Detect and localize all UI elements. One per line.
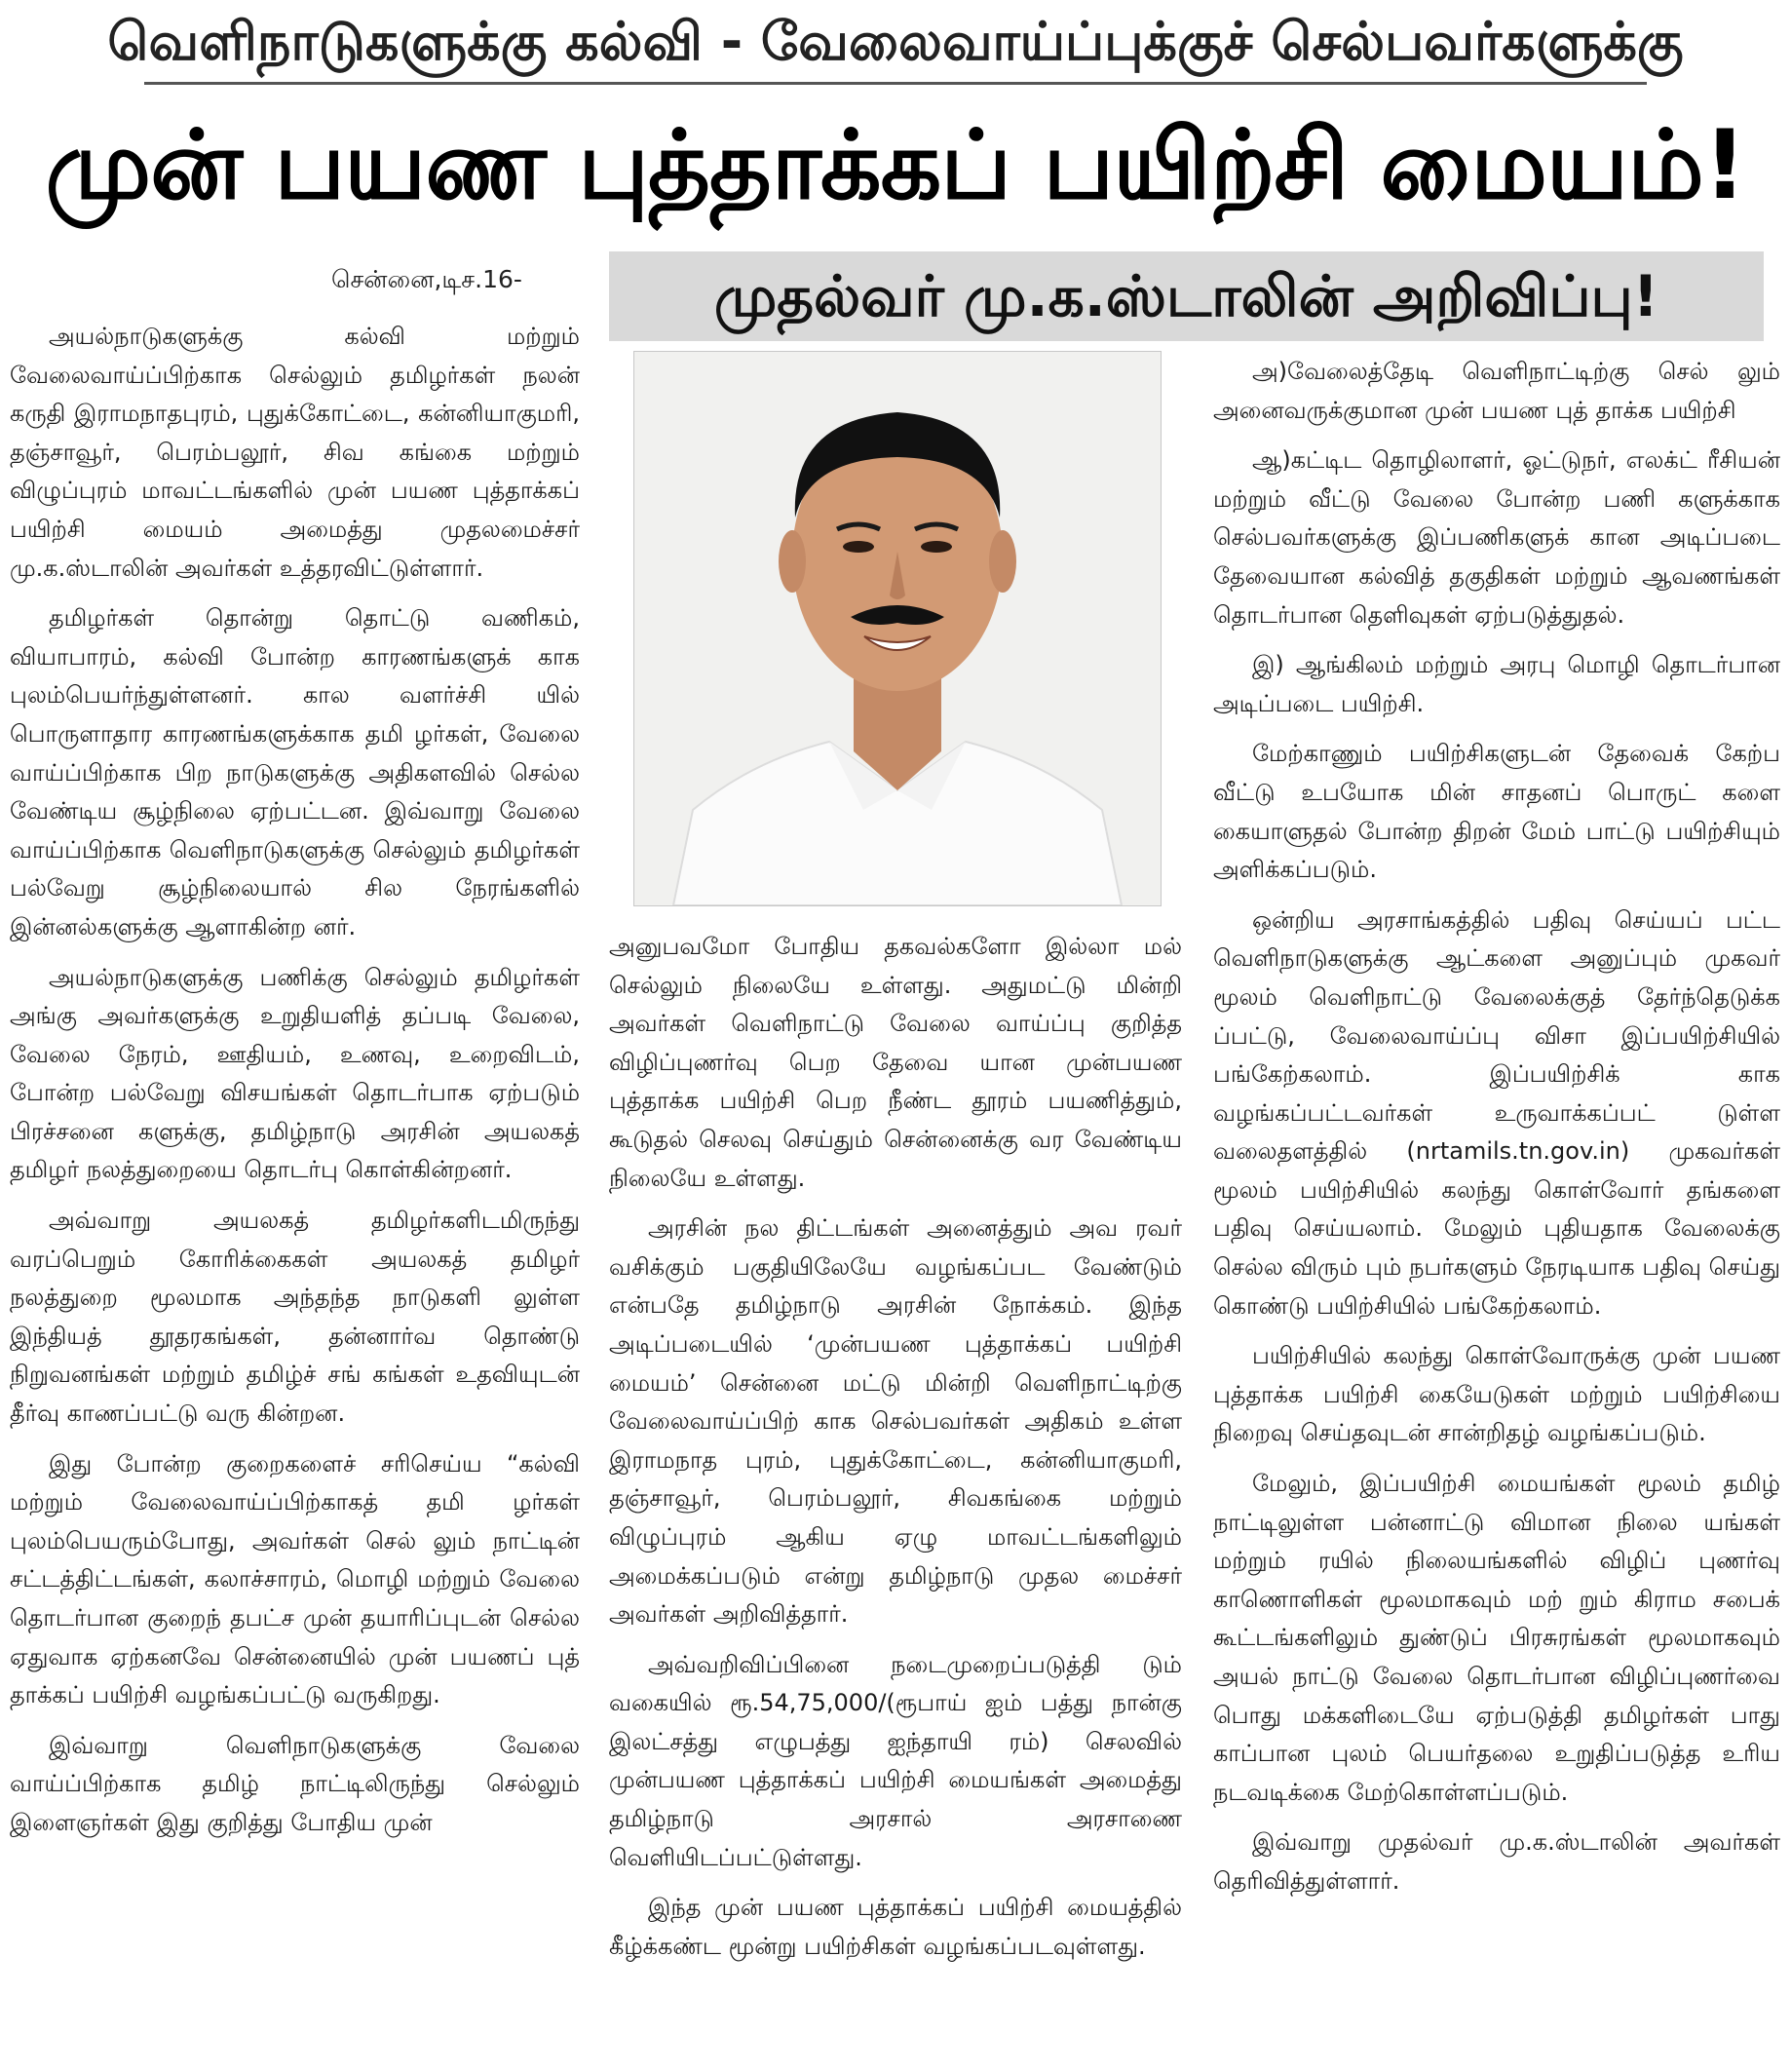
paragraph: மேலும், இப்பயிற்சி மையங்கள் மூலம் தமிழ் நாட்டிலுள்ள பன்னாட்டு விமான நிலை யங்கள் மற்றும் ரயில் நிலையங்களில் விழிப் புணர்வு காணொளிகள் மூலமாகவும் மற் றும் கிராம சபைக் கூட்டங்களிலும் துண்டுப் பிரசுரங்கள் மூலமாகவும் அயல் நாட்டு வேலை தொடர்பான விழிப்புணர்வை பொது மக்களிடையே ஏற்படுத்தி தமிழர்கள் பாது காப்பான புலம் பெயர்தலை உறுதிப்படுத்த உரிய நடவடிக்கை மேற்கொள்ளப்படும். bbox=[1213, 1470, 1780, 1806]
paragraph: அவ்வறிவிப்பினை நடைமுறைப்படுத்தி டும் வகையில் ரூ.54,75,000/(ரூபாய் ஐம் பத்து நான்கு இலட்சத்து எழுபத்து ஐந்தாயி ரம்) செலவில் முன்பயண புத்தாக்கப் பயிற்சி மையங்கள் அமைத்து தமிழ்நாடு அரசால் அரசாணை வெளியிடப்பட்டுள்ளது. bbox=[609, 1650, 1182, 1871]
subhead: முதல்வர் மு.க.ஸ்டாலின் அறிவிப்பு! bbox=[713, 263, 1659, 329]
portrait-photo bbox=[633, 351, 1162, 906]
middle-column bbox=[609, 928, 1182, 2068]
dateline: சென்னை,டிச.16- bbox=[331, 265, 522, 293]
portrait-photo-icon bbox=[634, 352, 1161, 905]
kicker: வெளிநாடுகளுக்கு கல்வி - வேலைவாய்ப்புக்குச் செல்பவர்களுக்கு bbox=[107, 11, 1684, 72]
paragraph: இ) ஆங்கிலம் மற்றும் அரபு மொழி தொடர்பான அடிப்படை பயிற்சி. bbox=[1213, 651, 1780, 717]
paragraph: அயல்நாடுகளுக்கு கல்வி மற்றும் வேலைவாய்ப்பிற்காக செல்லும் தமிழர்கள் நலன் கருதி இராமநாதபுரம், புதுக்கோட்டை, கன்னியாகுமரி, தஞ்சாவூர், பெரம்பலூர், சிவ கங்கை மற்றும் விழுப்புரம் மாவட்டங்களில் முன் பயண புத்தாக்கப் பயிற்சி மையம் அமைத்து முதலமைச்சர் மு.க.ஸ்டாலின் அவர்கள் உத்தரவிட்டுள்ளார். bbox=[10, 323, 580, 582]
paragraph: அரசின் நல திட்டங்கள் அனைத்தும் அவ ரவர் வசிக்கும் பகுதியிலேயே வழங்கப்பட வேண்டும் என்பதே தமிழ்நாடு அரசின் நோக்கம். இந்த அடிப்படையில் ‘முன்பயண புத்தாக்கப் பயிற்சி மையம்’ சென்னை மட்டு மின்றி வெளிநாட்டிற்கு வேலைவாய்ப்பிற் காக செல்பவர்கள் அதிகம் உள்ள இராமநாத புரம், புதுக்கோட்டை, கன்னியாகுமரி, தஞ்சாவூர், பெரம்பலூர், சிவகங்கை மற்றும் விழுப்புரம் ஆகிய ஏழு மாவட்டங்களிலும் அமைக்கப்படும் என்று தமிழ்நாடு முதல மைச்சர் அவர்கள் அறிவித்தார். bbox=[609, 1214, 1182, 1629]
paragraph: ஆ)கட்டிட தொழிலாளர், ஓட்டுநர், எலக்ட் ரீசியன் மற்றும் வீட்டு வேலை போன்ற பணி களுக்காக செல்பவர்களுக்கு இப்பணிகளுக் கான அடிப்படை தேவையான கல்வித் தகுதிகள் மற்றும் ஆவணங்கள் தொடர்பான தெளிவுகள் ஏற்படுத்துதல். bbox=[1213, 446, 1780, 629]
paragraph: அவ்வாறு அயலகத் தமிழர்களிடமிருந்து வரப்பெறும் கோரிக்கைகள் அயலகத் தமிழர் நலத்துறை மூலமாக அந்தந்த நாடுகளி லுள்ள இந்தியத் தூதரகங்கள், தன்னார்வ தொண்டு நிறுவனங்கள் மற்றும் தமிழ்ச் சங் கங்கள் உதவியுடன் தீர்வு காணப்பட்டு வரு கின்றன. bbox=[10, 1207, 580, 1428]
kicker-rule bbox=[144, 82, 1647, 85]
paragraph: இவ்வாறு வெளிநாடுகளுக்கு வேலை வாய்ப்பிற்காக தமிழ் நாட்டிலிருந்து செல்லும் இளைஞர்கள் இது குறித்து போதிய முன் bbox=[10, 1731, 580, 1836]
paragraph: பயிற்சியில் கலந்து கொள்வோருக்கு முன் பயண புத்தாக்க பயிற்சி கையேடுகள் மற்றும் பயிற்சியை நிறைவு செய்தவுடன் சான்றிதழ் வழங்கப்படும். bbox=[1213, 1342, 1780, 1447]
paragraph: அ)வேலைத்தேடி வெளிநாட்டிற்கு செல் லும் அனைவருக்குமான முன் பயண புத் தாக்க பயிற்சி bbox=[1213, 358, 1780, 424]
paragraph: அயல்நாடுகளுக்கு பணிக்கு செல்லும் தமிழர்கள் அங்கு அவர்களுக்கு உறுதியளித் தப்படி வேலை, வேலை நேரம், ஊதியம், உணவு, உறைவிடம், போன்ற பல்வேறு விசயங்கள் தொடர்பாக ஏற்படும் பிரச்சனை களுக்கு, தமிழ்நாடு அரசின் அயலகத் தமிழர் நலத்துறையை தொடர்பு கொள்கின்றனர். bbox=[10, 963, 580, 1184]
paragraph: ஒன்றிய அரசாங்கத்தில் பதிவு செய்யப் பட்ட வெளிநாடுகளுக்கு ஆட்களை அனுப்பும் முகவர் மூலம் வெளிநாட்டு வேலைக்குத் தேர்ந்தெடுக்க ப்பட்டு, வேலைவாய்ப்பு விசா இப்பயிற்சியில் பங்கேற்கலாம். இப்பயிற்சிக் காக வழங்கப்பட்டவர்கள் உருவாக்கப்பட் டுள்ள வலைதளத்தில் (nrtamils.tn.gov.in) முகவர்கள் மூலம் பயிற்சியில் கலந்து கொள்வோர் தங்களை பதிவு செய்யலாம். மேலும் புதியதாக வேலைக்கு செல்ல விரும் பும் நபர்களும் நேரடியாக பதிவு செய்து கொண்டு பயிற்சியில் பங்கேற்கலாம். bbox=[1213, 905, 1780, 1320]
paragraph: இது போன்ற குறைகளைச் சரிசெய்ய “கல்வி மற்றும் வேலைவாய்ப்பிற்காகத் தமி ழர்கள் புலம்பெயரும்போது, அவர்கள் செல் லும் நாட்டின் சட்டத்திட்டங்கள், கலாச்சாரம், மொழி மற்றும் வேலை தொடர்பான குறைந் தபட்ச முன் தயாரிப்புடன் செல்ல ஏதுவாக ஏற்கனவே சென்னையில் முன் பயணப் புத் தாக்கப் பயிற்சி வழங்கப்பட்டு வருகிறது. bbox=[10, 1449, 580, 1709]
paragraph: இந்த முன் பயண புத்தாக்கப் பயிற்சி மையத்தில் கீழ்க்கண்ட மூன்று பயிற்சிகள் வழங்கப்படவுள்ளது. bbox=[609, 1894, 1182, 1960]
paragraph: அனுபவமோ போதிய தகவல்களோ இல்லா மல் செல்லும் நிலையே உள்ளது. அதுமட்டு மின்றி அவர்கள் வெளிநாட்டு வேலை வாய்ப்பு குறித்த விழிப்புணர்வு பெற தேவை யான முன்பயண புத்தாக்க பயிற்சி பெற நீண்ட தூரம் பயணித்தும், கூடுதல் செலவு செய்தும் சென்னைக்கு வர வேண்டிய நிலையே உள்ளது. bbox=[609, 933, 1182, 1192]
paragraph: மேற்காணும் பயிற்சிகளுடன் தேவைக் கேற்ப வீட்டு உபயோக மின் சாதனப் பொருட் களை கையாளுதல் போன்ற திறன் மேம் பாட்டு பயிற்சியும் அளிக்கப்படும். bbox=[1213, 740, 1780, 884]
paragraph: தமிழர்கள் தொன்று தொட்டு வணிகம், வியாபாரம், கல்வி போன்ற காரணங்களுக் காக புலம்பெயர்ந்துள்ளனர். கால வளர்ச்சி யில் பொருளாதார காரணங்களுக்காக தமி ழர்கள், வேலை வாய்ப்பிற்காக பிற நாடுகளுக்கு அதிகளவில் செல்ல வேண்டிய சூழ்நிலை ஏற்பட்டன. இவ்வாறு வேலை வாய்ப்பிற்காக வெளிநாடுகளுக்கு செல்லும் தமிழர்கள் பல்வேறு சூழ்நிலையால் சில நேரங்களில் இன்னல்களுக்கு ஆளாகின்ற னர். bbox=[10, 604, 580, 940]
left-column bbox=[10, 300, 580, 2066]
headline: முன் பயண புத்தாக்கப் பயிற்சி மையம்! bbox=[45, 110, 1746, 221]
paragraph: இவ்வாறு முதல்வர் மு.க.ஸ்டாலின் அவர்கள் தெரிவித்துள்ளார். bbox=[1213, 1828, 1780, 1895]
right-column bbox=[1213, 353, 1780, 2068]
